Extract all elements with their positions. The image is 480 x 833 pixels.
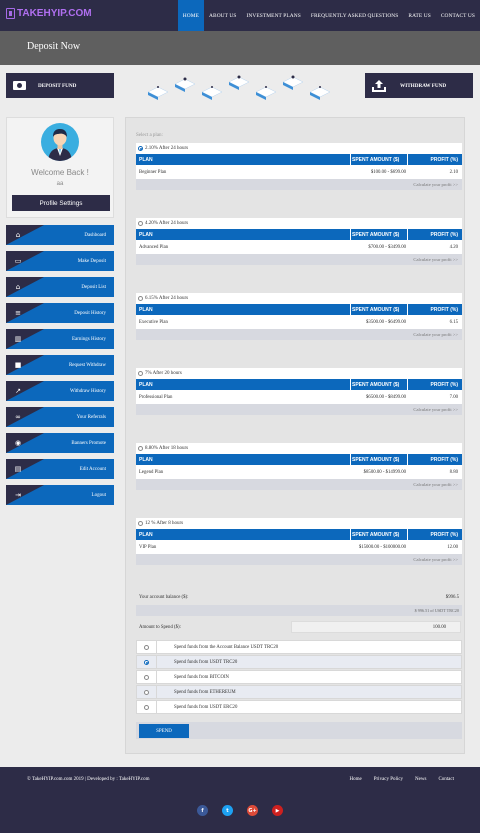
plan-radio-row[interactable] [136,293,462,304]
withdraw-fund-button[interactable] [365,73,473,98]
plan-radio-row[interactable] [136,143,462,154]
plan-radio[interactable] [138,146,143,151]
plan-block-advanced [136,218,462,268]
welcome-text: Welcome Back ! [31,168,89,177]
external-link-icon: ↗ [15,387,21,395]
sidebar-item-logout[interactable] [6,485,114,505]
username: aa [56,181,64,187]
profile-card [6,117,114,218]
main-nav [178,0,480,31]
footer-link-news[interactable]: News [415,777,427,782]
calculate-profit-link[interactable]: Calculate your profit >> [136,179,462,190]
money-icon [13,81,26,90]
payment-option[interactable] [136,655,462,669]
plan-name: Professional Plan [139,394,173,400]
payment-radio[interactable] [144,660,149,665]
payment-option-label: Spend funds from the Account Balance USDT TRC20 [174,645,279,650]
plan-table-header [136,304,462,315]
plan-title: 12 % After 8 hours [145,521,184,526]
deposit-panel [125,117,465,754]
plan-table-header [136,454,462,465]
link-icon: ∞ [15,413,21,421]
payment-radio[interactable] [144,705,149,710]
nav-faq[interactable]: FREQUENTLY ASKED QUESTIONS [310,12,399,19]
sidebar-item-label: Request Withdraw [68,362,106,368]
table-row [136,540,462,554]
plan-table-header [136,154,462,165]
list-icon: ≡ [15,309,21,317]
sidebar-item-label: Deposit History [74,310,106,316]
plan-radio[interactable] [138,296,143,301]
sidebar-item-dashboard[interactable] [6,225,114,245]
upload-icon [372,80,386,92]
nav-rate-us[interactable]: RATE US [408,12,431,19]
calculate-profit-link[interactable]: Calculate your profit >> [136,404,462,415]
header-profit: PROFIT (%) [430,156,458,163]
sidebar-item-label: Earnings History [71,336,106,342]
plan-block-vip [136,518,462,568]
header-spent: SPENT AMOUNT ($) [352,531,400,538]
table-row [136,315,462,329]
header-plan: PLAN [139,231,153,238]
plan-spent: $6500.00 - $8499.00 [366,394,406,400]
nav-investment-plans[interactable]: INVESTMENT PLANS [246,12,301,19]
amount-row [136,620,462,634]
youtube-icon[interactable]: ▶ [272,805,283,816]
sidebar-item-deposit-list[interactable] [6,277,114,297]
balance-sub: $ 996.51 of USDT TRC20 [414,608,459,613]
calculate-profit-link[interactable]: Calculate your profit >> [136,479,462,490]
header-spent: SPENT AMOUNT ($) [352,156,400,163]
plan-radio[interactable] [138,371,143,376]
payment-option-label: Spend funds from USDT TRC20 [174,660,238,665]
sidebar-item-label: Edit Account [79,466,106,472]
header-plan: PLAN [139,306,153,313]
twitter-icon[interactable]: t [222,805,233,816]
sidebar-item-make-deposit[interactable] [6,251,114,271]
footer-links [350,777,455,782]
payment-option[interactable] [136,640,462,654]
bank-icon: ⌂ [15,283,21,291]
top-navbar [0,0,480,31]
sidebar-item-edit-account[interactable] [6,459,114,479]
header-plan: PLAN [139,456,153,463]
payment-option-label: Spend funds from USDT ERC20 [174,705,238,710]
calculate-profit-link[interactable]: Calculate your profit >> [136,554,462,565]
plan-block-executive [136,293,462,343]
calculate-profit-link[interactable]: Calculate your profit >> [136,254,462,265]
plan-profit: 2.10 [449,169,458,175]
plan-profit: 6.15 [449,319,458,325]
payment-radio[interactable] [144,645,149,650]
balance-label: Your account balance ($): [139,595,189,600]
header-profit: PROFIT (%) [430,531,458,538]
briefcase-icon: ■ [14,361,22,369]
plan-table-header [136,229,462,240]
header-plan: PLAN [139,156,153,163]
plan-profit: 12.00 [447,544,458,550]
plan-block-legend [136,443,462,493]
footer-link-home[interactable]: Home [349,777,362,782]
payment-option[interactable] [136,685,462,699]
amount-label: Amount to Spend ($): [139,624,181,630]
avatar [41,123,79,161]
plan-table-header [136,379,462,390]
plan-radio[interactable] [138,521,143,526]
plan-profit: 7.00 [449,394,458,400]
sidebar-item-label: Make Deposit [77,258,106,264]
balance-sub-row [136,605,462,616]
profile-settings-button[interactable]: Profile Settings [12,195,110,211]
sidebar-item-request-withdraw[interactable] [6,355,114,375]
plan-spent: $15000.00 - $100000.00 [358,544,406,550]
eye-icon: ◉ [14,439,22,447]
select-plan-label: Select a plan: [136,133,163,138]
plan-title: 2.10% After 24 hours [145,146,189,151]
header-plan: PLAN [139,531,153,538]
footer-link-contact[interactable]: Contact [438,777,454,782]
sidebar-item-label: Your Referrals [76,414,106,420]
payment-radio[interactable] [144,690,149,695]
plan-radio-row[interactable] [136,518,462,529]
sidebar-item-earnings-history[interactable] [6,329,114,349]
sidebar-item-label: Deposit List [81,284,106,290]
table-row [136,390,462,404]
calculate-profit-link[interactable]: Calculate your profit >> [136,329,462,340]
plan-radio-row[interactable] [136,443,462,454]
plan-title: 6.15% After 24 hours [145,296,189,301]
balance-value: $996.5 [445,595,459,600]
header-profit: PROFIT (%) [430,231,458,238]
plan-spent: $8500.00 - $14999.00 [363,469,406,475]
sidebar-item-label: Banners Promote [71,440,106,446]
logo-icon [6,8,15,19]
plan-name: Beginner Plan [139,169,167,175]
payment-option-label: Spend funds from BITCOIN [174,675,230,680]
page-title: Deposit Now [27,41,81,52]
payment-option[interactable] [136,670,462,684]
plan-title: 7% After 20 hours [145,371,182,376]
bar-chart-icon: ▥ [14,335,22,343]
payment-option[interactable] [136,700,462,714]
plan-block-professional [136,368,462,418]
footer-link-privacy[interactable]: Privacy Policy [373,777,404,782]
plan-name: Legend Plan [139,469,164,475]
plan-spent: $3500.00 - $6499.00 [366,319,406,325]
nav-contact-us[interactable]: CONTACT US [440,12,475,19]
balance-row [136,592,462,603]
plan-name: Executive Plan [139,319,168,325]
sidebar-item-your-referrals[interactable] [6,407,114,427]
plan-profit: 4.20 [449,244,458,250]
spend-button[interactable]: SPEND [139,724,189,738]
plan-name: VIP Plan [139,544,157,550]
plan-spent: $100.00 - $699.00 [370,169,406,175]
header-profit: PROFIT (%) [430,456,458,463]
table-row [136,165,462,179]
amount-input[interactable]: 100.00 [291,621,461,633]
spend-bar [136,722,462,739]
header-profit: PROFIT (%) [430,306,458,313]
id-card-icon: ▤ [14,465,22,473]
header-spent: SPENT AMOUNT ($) [352,306,400,313]
deposit-fund-button[interactable] [6,73,114,98]
plan-radio-row[interactable] [136,218,462,229]
plan-name: Advanced Plan [139,244,169,250]
header-spent: SPENT AMOUNT ($) [352,456,400,463]
plan-title: 8.80% After 18 hours [145,446,189,451]
plan-profit: 8.80 [449,469,458,475]
sidebar-item-label: Dashboard [84,232,106,238]
brand-name: TAKEHYIP.COM [17,8,92,19]
table-row [136,465,462,479]
footer [0,767,480,833]
sidebar-item-label: Logout [91,492,106,498]
google-plus-icon[interactable]: G+ [247,805,258,816]
home-icon: ⌂ [15,231,21,239]
deposit-fund-label: DEPOSIT FUND [38,82,77,89]
plan-radio[interactable] [138,446,143,451]
plan-block-beginner [136,143,462,193]
plan-radio-row[interactable] [136,368,462,379]
plan-table-header [136,529,462,540]
header-plan: PLAN [139,381,153,388]
nav-home[interactable]: HOME [178,0,204,31]
brand-logo[interactable] [6,8,92,19]
page-banner [0,31,480,65]
payment-radio[interactable] [144,675,149,680]
table-row [136,240,462,254]
payment-option-label: Spend funds from ETHEREUM [174,690,236,695]
sidebar-item-banners-promote[interactable] [6,433,114,453]
facebook-icon[interactable]: f [197,805,208,816]
sidebar-item-withdraw-history[interactable] [6,381,114,401]
withdraw-fund-label: WITHDRAW FUND [400,82,447,89]
plan-spent: $700.00 - $3499.00 [368,244,406,250]
header-profit: PROFIT (%) [430,381,458,388]
social-links [0,805,480,816]
plan-radio[interactable] [138,221,143,226]
plan-title: 4.20% After 24 hours [145,221,189,226]
nav-about-us[interactable]: ABOUT US [209,12,237,19]
copyright-text: © TakeHYIP.com.com 2019 | Developed by : TakeHYIP.com [27,777,150,782]
money-icon: ▭ [14,257,22,265]
sidebar-item-deposit-history[interactable] [6,303,114,323]
header-spent: SPENT AMOUNT ($) [352,231,400,238]
isometric-steps-illustration [148,72,332,102]
sign-out-icon: ⇥ [15,491,21,499]
header-spent: SPENT AMOUNT ($) [352,381,400,388]
sidebar-item-label: Withdraw History [69,388,106,394]
